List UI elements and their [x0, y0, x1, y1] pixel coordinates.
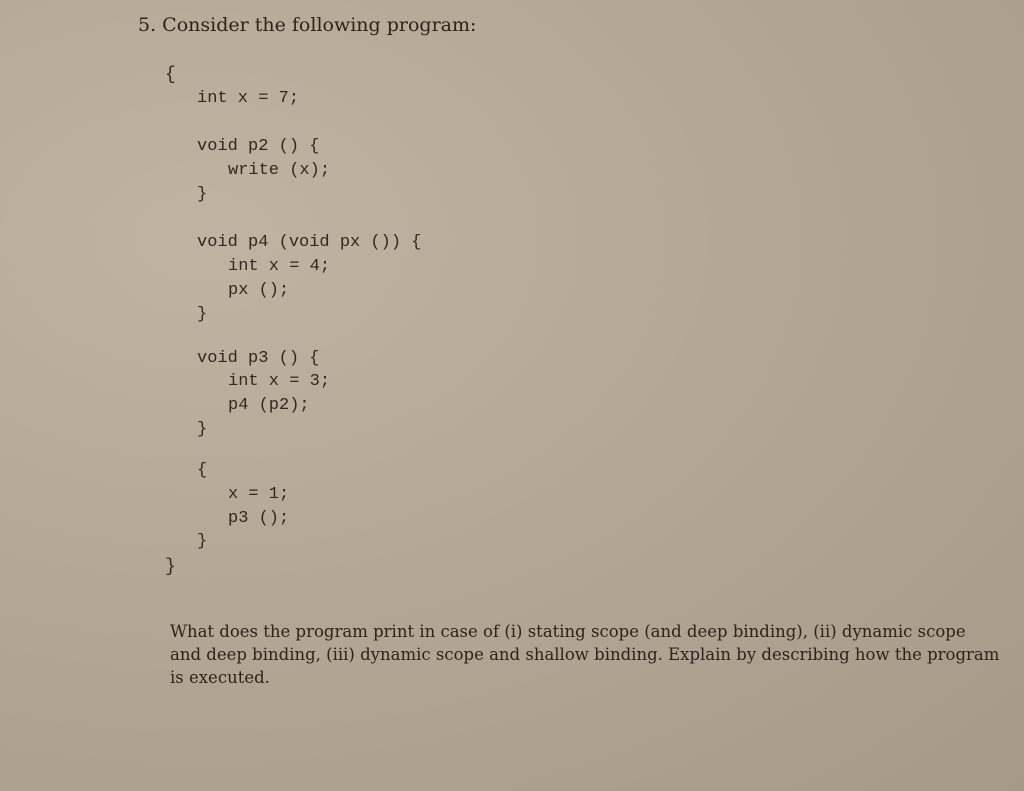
code-line: p3 (); — [228, 509, 290, 528]
program-close-brace: } — [165, 557, 176, 577]
question-prompt: What does the program print in case of (i) stating scope (and deep binding), (ii) dynamic scope and deep binding, (iii) dynamic scope and shallow binding. Explain by describing how the program is executed. — [170, 622, 1000, 687]
code-line: void p4 (void px ()) { — [197, 233, 422, 252]
code-line: void p3 () { — [197, 349, 320, 368]
code-line: write (x); — [228, 161, 331, 180]
code-line: { — [197, 461, 208, 480]
code-line: } — [197, 305, 208, 324]
code-line: p4 (p2); — [228, 396, 310, 415]
question-heading: 5. Consider the following program: — [138, 14, 477, 36]
code-line: void p2 () { — [197, 137, 320, 156]
code-line: } — [197, 185, 208, 204]
code-line: px (); — [228, 281, 290, 300]
code-line: int x = 4; — [228, 257, 331, 276]
code-line: int x = 3; — [228, 372, 331, 391]
code-line: int x = 7; — [197, 89, 300, 108]
program-open-brace: { — [165, 65, 176, 85]
code-line: } — [197, 532, 208, 551]
code-line: x = 1; — [228, 485, 290, 504]
code-line: } — [197, 420, 208, 439]
